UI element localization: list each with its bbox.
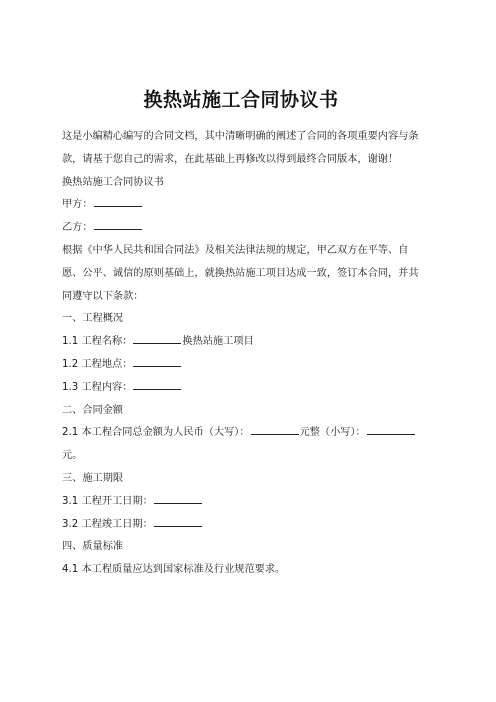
subtitle-line: 换热站施工合同协议书	[62, 176, 164, 188]
clause-2-1-part-c: 元。	[62, 450, 83, 462]
party-b-label: 乙方：	[62, 222, 93, 234]
fill-blank	[94, 196, 142, 207]
clause-1-1	[62, 331, 420, 354]
fill-blank	[133, 333, 181, 344]
section-heading-4: 四、质量标准	[62, 541, 124, 553]
section-heading-1: 一、工程概况	[62, 313, 124, 325]
party-a-line	[62, 194, 420, 217]
clause-1-2-label: 1.2 工程地点：	[62, 358, 133, 370]
clause-3-2-label: 3.2 工程竣工日期：	[62, 518, 153, 530]
fill-blank	[367, 424, 415, 435]
clause-4-1: 4.1 本工程质量应达到国家标准及行业规范要求。	[62, 564, 286, 576]
party-a-label: 甲方：	[62, 199, 93, 211]
clause-1-3	[62, 377, 420, 400]
fill-blank	[154, 493, 202, 504]
document-body	[62, 126, 420, 582]
clause-3-2	[62, 514, 420, 537]
fill-blank	[133, 356, 181, 367]
clause-1-1-suffix: 换热站施工项目	[182, 336, 254, 348]
party-b-line	[62, 217, 420, 240]
section-heading-3: 三、施工期限	[62, 472, 124, 484]
preamble-paragraph: 根据《中华人民共和国合同法》及相关法律法规的规定，甲乙双方在平等、自愿、公平、诚信的原则基础上，就换热站施工项目达成一致，签订本合同，并共同遵守以下条款：	[62, 244, 419, 302]
clause-1-2	[62, 354, 420, 377]
fill-blank	[94, 219, 142, 230]
fill-blank	[133, 379, 181, 390]
clause-1-1-label: 1.1 工程名称：	[62, 336, 133, 348]
clause-3-1	[62, 491, 420, 514]
clause-3-1-label: 3.1 工程开工日期：	[62, 495, 153, 507]
clause-2-1	[62, 422, 420, 468]
clause-2-1-part-b: 元整（小写）：	[299, 427, 366, 439]
intro-paragraph: 这是小编精心编写的合同文档，其中清晰明确的阐述了合同的各项重要内容与条款，请基于您自己的需求，在此基础上再修改以得到最终合同版本，谢谢！	[62, 131, 419, 165]
fill-blank	[251, 424, 299, 435]
clause-1-3-label: 1.3 工程内容：	[62, 381, 133, 393]
fill-blank	[154, 516, 202, 527]
section-heading-2: 二、合同金额	[62, 404, 124, 416]
clause-2-1-part-a: 2.1 本工程合同总金额为人民币（大写）：	[62, 427, 250, 439]
document-title: 换热站施工合同协议书	[143, 89, 339, 111]
